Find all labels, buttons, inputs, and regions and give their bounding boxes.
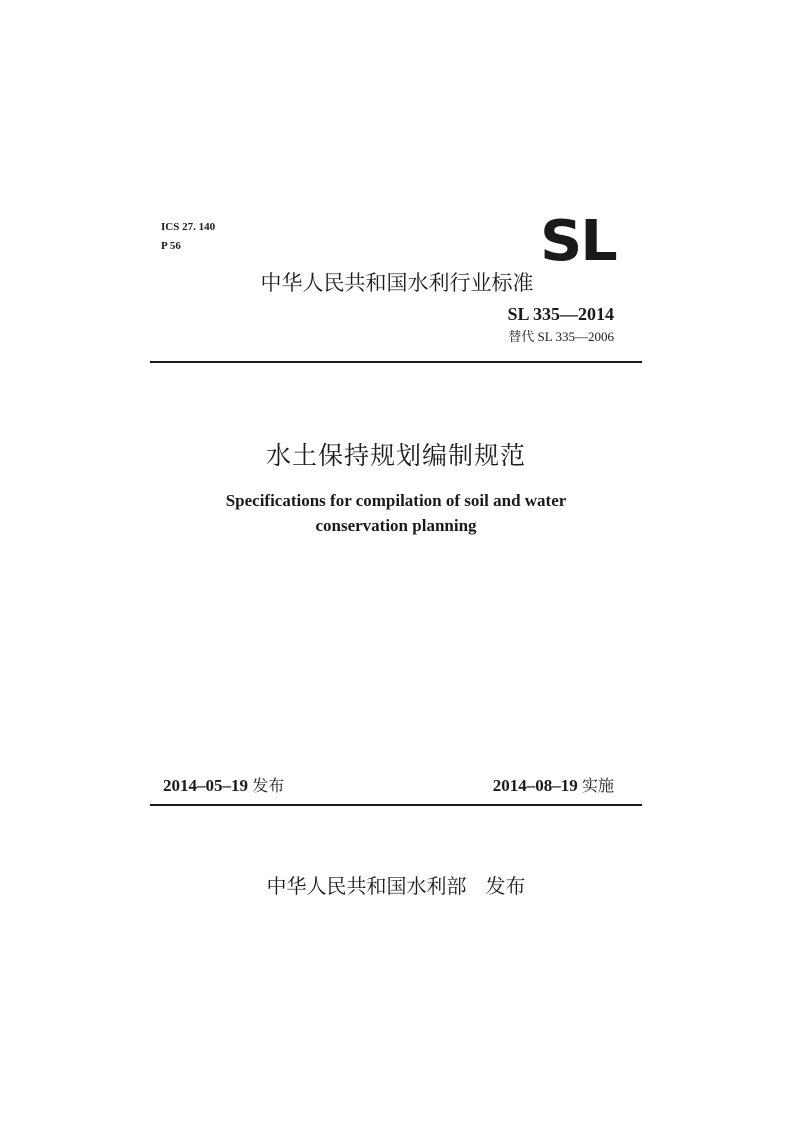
publisher-name: 中华人民共和国水利部: [266, 874, 467, 898]
implementation-label: 实施: [581, 776, 614, 795]
document-title-english: [150, 488, 642, 538]
issue-date-line: [163, 775, 284, 797]
replaces-standard: 替代 SL 335—2006: [508, 329, 614, 344]
implementation-date-line: [493, 775, 614, 797]
top-divider: [150, 361, 642, 363]
industry-standard-heading: 中华人民共和国水利行业标准: [260, 271, 534, 295]
sl-logo: SL: [540, 209, 616, 274]
publisher-line: [150, 871, 642, 901]
english-title-line-1: Specifications for compilation of soil and water: [225, 491, 567, 510]
ics-code: ICS 27. 140: [161, 221, 216, 233]
implementation-date: 2014–08–19: [492, 776, 578, 795]
standard-number: SL 335—2014: [507, 304, 614, 324]
english-title-line-2: conservation planning: [315, 516, 477, 535]
classification-code: P 56: [161, 240, 181, 252]
document-title-chinese: 水土保持规划编制规范: [265, 441, 526, 470]
issue-date: 2014–05–19: [163, 776, 248, 795]
publish-label: 发布: [485, 874, 526, 898]
issue-label: 发布: [252, 776, 285, 795]
bottom-divider: [150, 804, 642, 806]
